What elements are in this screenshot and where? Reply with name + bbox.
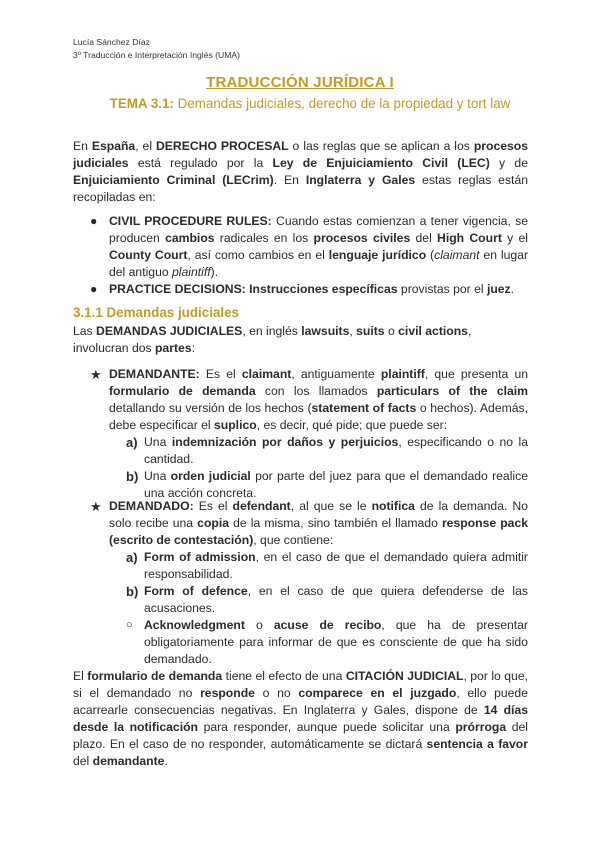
- document-title: TRADUCCIÓN JURÍDICA I: [206, 74, 394, 91]
- rules-list: [73, 213, 528, 298]
- list-item: a) Una indemnización por daños y perjuicios, especificando o no la cantidad.: [126, 435, 529, 466]
- intro-paragraph: En España, el DERECHO PROCESAL o las reglas que se aplican a los procesos judiciales está regulado por la Ley de Enjuiciamiento Civil (LEC) y de Enjuiciamiento Criminal (LECrim). En Inglaterra y Gales estas reglas están recopiladas en:: [73, 139, 529, 204]
- list-item: b) Una orden judicial por parte del juez para que el demandado realice una acción concreta.: [126, 469, 529, 500]
- list-item: b) Form of defence, en el caso de que quiera defenderse de las acusaciones.: [126, 584, 528, 615]
- topic-label: TEMA 3.1:: [109, 96, 174, 111]
- star-bullet-icon: ★: [90, 499, 102, 514]
- list-item: ● CIVIL PROCEDURE RULES: Cuando estas comienzan a tener vigencia, se producen cambios radicales en los procesos civiles del High Court y el County Court, así como cambios en el lenguaje jurídico (claimant en lugar del antiguo plaintiff).: [90, 214, 529, 279]
- topic-subtitle: [100, 95, 520, 112]
- list-item: ○ Acknowledgment o acuse de recibo, que ha de presentar obligatoriamente para informar de que es consciente de que ha sido demandado.: [126, 618, 528, 666]
- section-heading: 3.1.1 Demandas judiciales: [73, 305, 239, 320]
- section-intro: Las DEMANDAS JUDICIALES, en inglés lawsuits, suits o civil actions, involucran dos partes:: [73, 324, 472, 355]
- page-header: [73, 36, 240, 61]
- demandado-item: ★ DEMANDADO: Es el defendant, al que se le notifica de la demanda. No solo recibe una copia de la misma, sino también el llamado response pack (escrito de contestación), que contiene: a) Form of admission, en el caso de que el demandado quiera admitir responsabilidad. b) Form of defence, en el caso de que quiera defenderse de las acusaciones. ○ Acknowledgment o acuse de recibo, que ha de presentar obligatoriamente para informar de que es consciente de que ha sido demandado.: [73, 498, 528, 668]
- closing-paragraph: El formulario de demanda tiene el efecto de una CITACIÓN JUDICIAL, por lo que, si el demandado no responde o no comparece en el juzgado, ello puede acarrearle consecuencias negativas. En Inglaterra y Gales, dispone de 14 días desde la notificación para responder, aunque puede solicitar una prórroga del plazo. En el caso de no responder, automáticamente se dictará sentencia a favor del demandante.: [73, 669, 528, 768]
- list-item: ● PRACTICE DECISIONS: Instrucciones específicas provistas por el juez.: [90, 282, 515, 296]
- course-name: 3º Traducción e Interpretación Inglés (UMA): [73, 49, 240, 60]
- author-name: Lucía Sánchez Díaz: [73, 37, 150, 47]
- topic-text: Demandas judiciales, derecho de la propiedad y tort law: [173, 96, 511, 111]
- demandante-item: ★ DEMANDANTE: Es el claimant, antiguamente plaintiff, que presenta un formulario de demanda con los llamados particulars of the claim detallando su versión de los hechos (statement of facts o hechos). Además, debe especificar el suplico, es decir, qué pide; que puede ser: a) Una indemnización por daños y perjuicios, especificando o no la cantidad. b) Una orden judicial por parte del juez para que el demandado realice una acción concreta.: [73, 366, 528, 502]
- star-bullet-icon: ★: [90, 367, 102, 382]
- list-item: a) Form of admission, en el caso de que el demandado quiera admitir responsabilidad.: [126, 550, 528, 581]
